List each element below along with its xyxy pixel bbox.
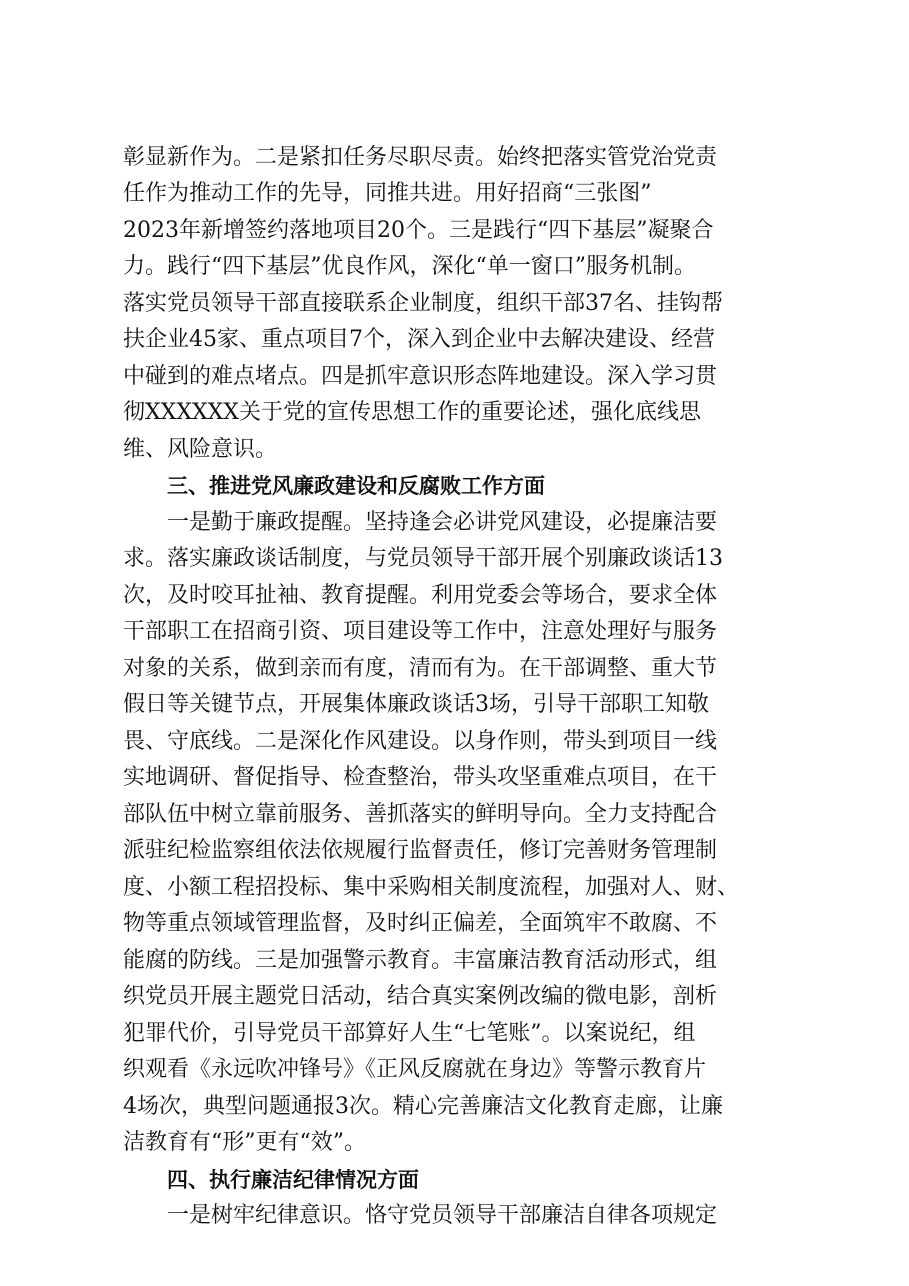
text-line: 物等重点领域管理监督，及时纠正偏差，全面筑牢不敢腐、不 xyxy=(123,911,718,936)
text-line: 彻XXXXXX关于党的宣传思想工作的重要论述，强化底线思 xyxy=(123,400,701,425)
text-line: 洁教育有“形”更有“效”。 xyxy=(123,1130,366,1155)
text-line: 彰显新作为。二是紧扣任务尽职尽责。始终把落实管党治党责 xyxy=(123,145,718,170)
text-line: 对象的关系，做到亲而有度，清而有为。在干部调整、重大节 xyxy=(123,656,718,681)
text-line: 扶企业45家、重点项目7个，深入到企业中去解决建设、经营 xyxy=(123,327,715,352)
text-line: 能腐的防线。三是加强警示教育。丰富廉洁教育活动形式，组 xyxy=(123,948,718,973)
text-line: 任作为推动工作的先导，同推共进。用好招商“三张图” xyxy=(123,181,652,206)
text-line: 实地调研、督促指导、检查整治，带头攻坚重难点项目，在干 xyxy=(123,765,718,790)
text-line: 犯罪代价，引导党员干部算好人生“七笔账”。以案说纪，组 xyxy=(123,1021,696,1046)
text-line: 畏、守底线。二是深化作风建设。以身作则，带头到项目一线 xyxy=(123,729,718,754)
text-line: 假日等关键节点，开展集体廉政谈话3场，引导干部职工知敬 xyxy=(123,692,709,717)
text-line: 次，及时咬耳扯袖、教育提醒。利用党委会等场合，要求全体 xyxy=(123,583,718,608)
text-line: 4场次，典型问题通报3次。精心完善廉洁文化教育走廊，让廉 xyxy=(123,1094,723,1119)
text-line: 求。落实廉政谈话制度，与党员领导干部开展个别廉政谈话13 xyxy=(123,546,723,571)
paragraph-first-line: 一是勤于廉政提醒。坚持逢会必讲党风建设，必提廉洁要 xyxy=(167,510,718,535)
text-line: 织观看《永远吹冲锋号》《正风反腐就在身边》等警示教育片 xyxy=(123,1057,707,1082)
text-line: 干部职工在招商引资、项目建设等工作中，注意处理好与服务 xyxy=(123,619,718,644)
section-heading-3: 三、推进党风廉政建设和反腐败工作方面 xyxy=(167,474,545,498)
text-line: 落实党员领导干部直接联系企业制度，组织干部37名、挂钩帮 xyxy=(123,291,723,316)
text-line: 派驻纪检监察组依法依规履行监督责任，修订完善财务管理制 xyxy=(123,838,718,863)
text-line: 度、小额工程招投标、集中采购相关制度流程，加强对人、财、 xyxy=(123,875,740,900)
text-line: 部队伍中树立靠前服务、善抓落实的鲜明导向。全力支持配合 xyxy=(123,802,718,827)
text-line: 力。践行“四下基层”优良作风，深化“单一窗口”服务机制。 xyxy=(123,254,696,279)
paragraph-first-line: 一是树牢纪律意识。恪守党员领导干部廉洁自律各项规定 xyxy=(167,1203,718,1228)
text-line: 织党员开展主题党日活动，结合真实案例改编的微电影，剖析 xyxy=(123,984,718,1009)
text-line: 维、风险意识。 xyxy=(123,437,278,462)
text-line: 中碰到的难点堵点。四是抓牢意识形态阵地建设。深入学习贯 xyxy=(123,364,718,389)
section-heading-4: 四、执行廉洁纪律情况方面 xyxy=(167,1168,419,1192)
text-line: 2023年新增签约落地项目20个。三是践行“四下基层”凝聚合 xyxy=(123,218,714,243)
